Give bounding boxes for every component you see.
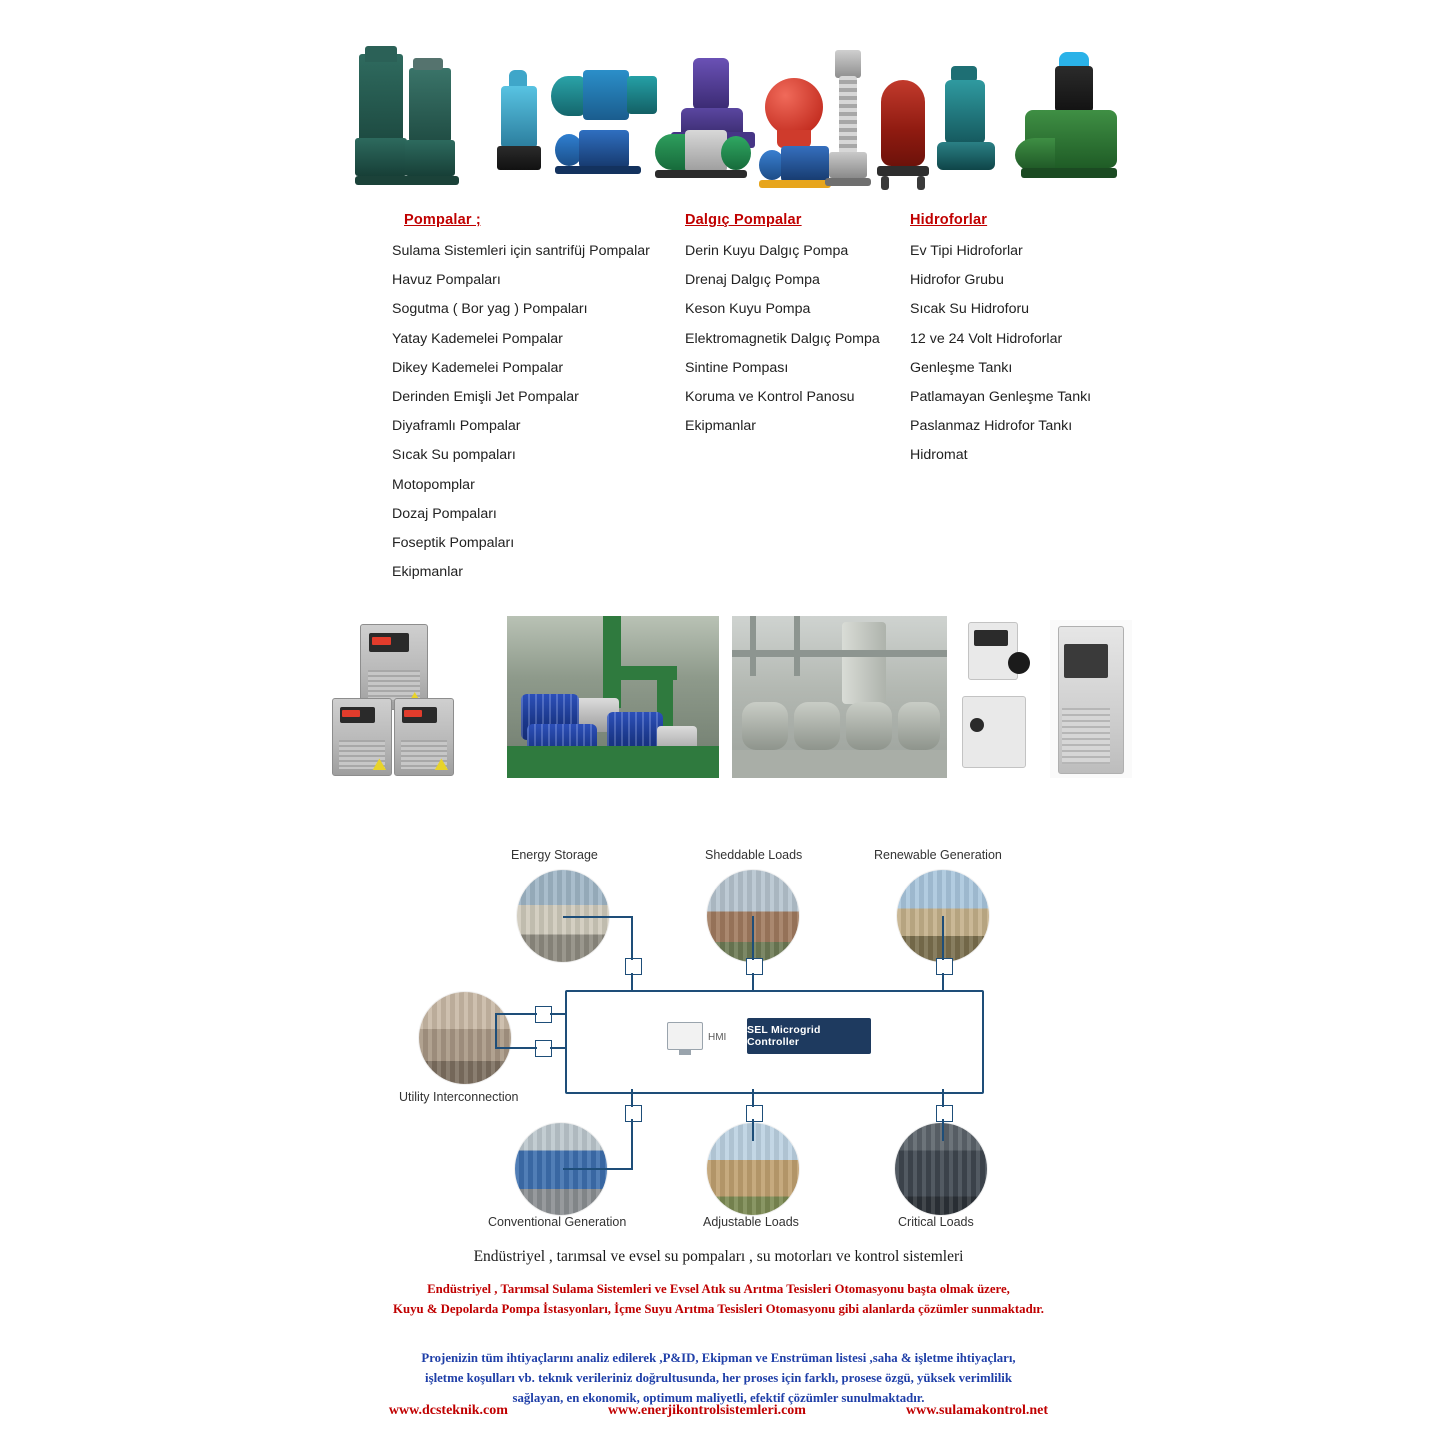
diagram-line xyxy=(752,973,754,992)
diagram-node-critical-loads xyxy=(895,1123,987,1215)
photo-small-controller xyxy=(962,622,1034,777)
list-item: 12 ve 24 Volt Hidroforlar xyxy=(910,330,1063,347)
diagram-line xyxy=(631,1119,633,1169)
footer-link-sulamakontrol[interactable]: www.sulamakontrol.net xyxy=(905,1403,1049,1418)
list-item: Derinden Emişli Jet Pompalar xyxy=(392,389,579,406)
sel-microgrid-controller-box: SEL Microgrid Controller xyxy=(747,1018,871,1054)
diagram-label-sheddable-loads: Sheddable Loads xyxy=(705,848,803,862)
diagram-breaker-energy-storage xyxy=(625,958,642,975)
diagram-label-utility-interconnection: Utility Interconnection xyxy=(399,1090,519,1104)
hmi-label: HMI xyxy=(708,1032,727,1043)
category-heading-pompalar: Pompalar ; xyxy=(404,212,481,228)
category-heading-dalgic-pompalar: Dalgıç Pompalar xyxy=(685,212,802,228)
list-item: Foseptik Pompaları xyxy=(392,535,515,552)
list-item: Koruma ve Kontrol Panosu xyxy=(685,389,855,406)
diagram-breaker-sheddable-loads xyxy=(746,958,763,975)
diagram-breaker-critical-loads xyxy=(936,1105,953,1122)
category-column-hidroforlar xyxy=(910,212,1125,478)
category-column-pompalar xyxy=(392,212,662,594)
diagram-label-renewable-generation: Renewable Generation xyxy=(874,848,1002,862)
red-paragraph-line-2: Kuyu & Depolarda Pompa İstasyonları, İçme Suyu Arıtma Tesisleri Otomasyonu gibi alanlarda çözümler sunmaktadır. xyxy=(393,1301,1044,1316)
footer-link-enerjikontrolsistemleri[interactable]: www.enerjikontrolsistemleri.com xyxy=(607,1403,806,1418)
diagram-line xyxy=(631,916,633,960)
diagram-label-conventional-generation: Conventional Generation xyxy=(488,1215,627,1229)
list-item: Derin Kuyu Dalgıç Pompa xyxy=(685,243,849,259)
diagram-line xyxy=(942,1089,944,1107)
footer-link-dcsteknik[interactable]: www.dcsteknik.com xyxy=(388,1403,508,1418)
list-item: Hidrofor Grubu xyxy=(910,272,1004,289)
product-image-pressure-tank-red xyxy=(761,78,827,154)
product-image-horizontal-monoblock-pump xyxy=(555,128,651,178)
diagram-line xyxy=(563,1168,633,1170)
microgrid-architecture-diagram xyxy=(395,840,1015,1240)
diagram-line xyxy=(942,1119,944,1141)
photo-variable-frequency-drives xyxy=(332,624,492,789)
product-image-multistage-vertical-pump xyxy=(825,50,871,192)
diagram-breaker-renewable-generation xyxy=(936,958,953,975)
hmi-screen-icon xyxy=(667,1022,703,1050)
diagram-label-energy-storage: Energy Storage xyxy=(511,848,598,862)
diagram-line xyxy=(495,1013,537,1015)
product-image-end-suction-centrifugal-pump xyxy=(551,66,659,130)
list-item: Dozaj Pompaları xyxy=(392,505,497,522)
list-item: Keson Kuyu Pompa xyxy=(685,301,811,318)
diagram-line xyxy=(752,916,754,960)
diagram-line xyxy=(631,1089,633,1107)
list-item: Drenaj Dalgıç Pompa xyxy=(685,272,820,289)
list-item: Paslanmaz Hidrofor Tankı xyxy=(910,418,1073,435)
category-list-pompalar xyxy=(392,244,662,579)
diagram-line xyxy=(631,973,633,992)
blue-paragraph-line-3: sağlayan, en ekonomik, optimum maliyetli, efektif çözümler sunulmaktadır. xyxy=(512,1390,925,1405)
diagram-line xyxy=(563,916,633,918)
diagram-node-utility-interconnection xyxy=(419,992,511,1084)
diagram-breaker-adjustable-loads xyxy=(746,1105,763,1122)
diagram-line xyxy=(942,916,944,960)
category-column-dalgic-pompalar xyxy=(685,212,900,448)
diagram-line xyxy=(495,1047,537,1049)
product-image-diaphragm-expansion-tank xyxy=(875,80,931,192)
diagram-breaker-conventional-generation xyxy=(625,1105,642,1122)
list-item: Ev Tipi Hidroforlar xyxy=(910,243,1023,259)
list-item: Yatay Kademelei Pompalar xyxy=(392,330,563,347)
diagram-line xyxy=(942,973,944,992)
pump-product-image-strip xyxy=(355,28,1130,188)
product-image-peripheral-booster-pump xyxy=(1015,52,1125,192)
list-item: Sıcak Su pompaları xyxy=(392,447,516,464)
list-item: Sıcak Su Hidroforu xyxy=(910,301,1030,318)
category-list-hidroforlar xyxy=(910,244,1125,463)
footer-links xyxy=(0,1403,1437,1419)
red-paragraph-line-1: Endüstriyel , Tarımsal Sulama Sistemleri ve Evsel Atık su Arıtma Tesisleri Otomasyonu başta olmak üzere, xyxy=(427,1282,1010,1296)
category-heading-hidroforlar: Hidroforlar xyxy=(910,212,988,228)
list-item: Elektromagnetik Dalgıç Pompa xyxy=(685,330,880,347)
diagram-label-critical-loads: Critical Loads xyxy=(898,1215,974,1229)
list-item: Hidromat xyxy=(910,447,968,464)
list-item: Genleşme Tankı xyxy=(910,359,1013,376)
diagram-label-adjustable-loads: Adjustable Loads xyxy=(703,1215,799,1229)
blue-paragraph-line-1: Projenizin tüm ihtiyaçlarını analiz edilerek ,P&ID, Ekipman ve Enstrüman listesi ,saha & işletme ihtiyaçları, xyxy=(421,1351,1016,1365)
photo-water-treatment-plant xyxy=(732,616,947,778)
photo-abb-drive-cabinet xyxy=(1050,620,1132,778)
product-image-green-end-suction-pump xyxy=(655,128,755,184)
product-image-vertical-inline-pump-pair xyxy=(355,46,475,194)
category-list-dalgic-pompalar xyxy=(685,244,900,433)
list-item: Sulama Sistemleri için santrifüj Pompalar xyxy=(392,243,650,259)
blue-paragraph-line-2: işletme koşulları vb. teknık verileriniz doğrultusunda, her proses için farklı, prosese özgü, yüksek verimlilik xyxy=(425,1370,1012,1385)
list-item: Dikey Kademelei Pompalar xyxy=(392,359,564,376)
list-item: Diyaframlı Pompalar xyxy=(392,418,521,435)
diagram-line xyxy=(752,1089,754,1107)
equipment-photo-band xyxy=(332,616,1157,786)
list-item: Motopomplar xyxy=(392,476,475,493)
list-item: Sintine Pompası xyxy=(685,359,789,376)
list-item: Ekipmanlar xyxy=(392,564,463,581)
product-image-sewage-submersible-pump xyxy=(935,66,997,184)
photo-pump-motor-installation xyxy=(507,616,719,778)
main-caption: Endüstriyel , tarımsal ve evsel su pompaları , su motorları ve kontrol sistemleri xyxy=(473,1248,964,1265)
diagram-line xyxy=(495,1013,497,1049)
list-item: Patlamayan Genleşme Tankı xyxy=(910,389,1092,406)
red-description-paragraph xyxy=(0,1280,1437,1320)
list-item: Havuz Pompaları xyxy=(392,272,501,289)
list-item: Ekipmanlar xyxy=(685,418,756,435)
diagram-line xyxy=(752,1119,754,1141)
diagram-line xyxy=(550,1013,566,1015)
list-item: Sogutma ( Bor yag ) Pompaları xyxy=(392,301,588,318)
product-image-submersible-drainage-pump xyxy=(495,70,543,178)
blue-description-paragraph xyxy=(0,1349,1437,1408)
diagram-line xyxy=(550,1047,566,1049)
